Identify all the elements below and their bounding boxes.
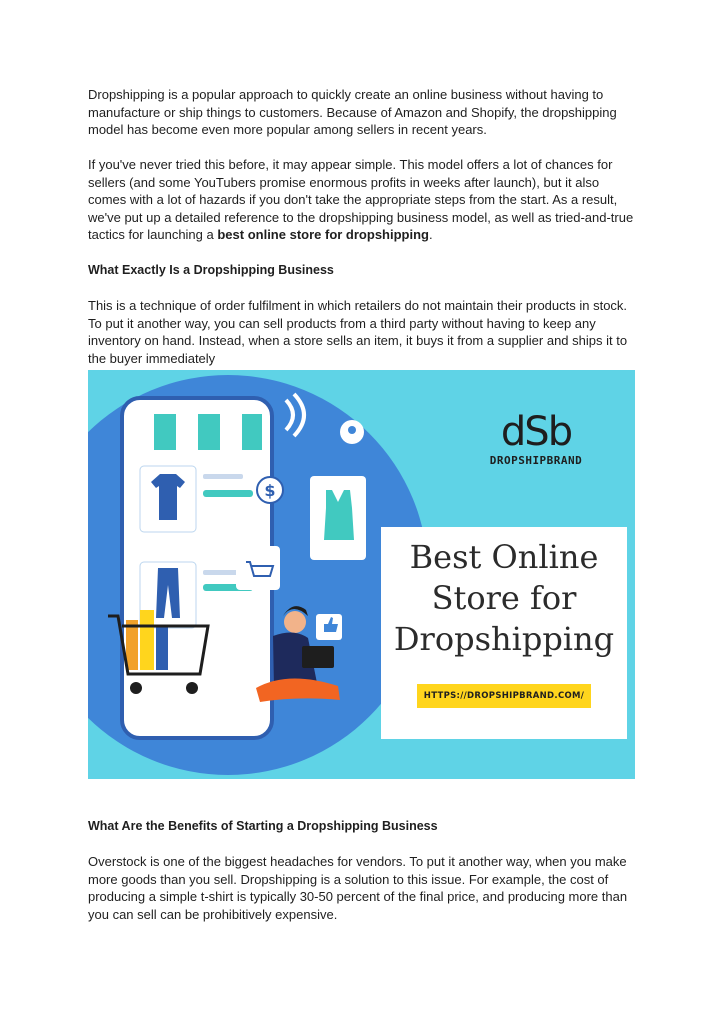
paragraph-overstock-text: Overstock is one of the biggest headaches for vendors. To put it another way, when you make more goods than you sell. Dropshipping is a solution to this issue. For example, the cost of producing a simple t-shirt is typically 30-50 percent of the final price, and producing more than you can sell can be prohibitively expensive. xyxy=(88,854,628,922)
banner-title xyxy=(381,537,627,660)
product-price-bar xyxy=(203,490,253,497)
paragraph-overstock xyxy=(88,853,636,923)
paragraph-hazards-end: . xyxy=(428,227,433,243)
banner-title-line-1: Best Online xyxy=(409,538,599,576)
best-online-store-link-text: best online store for dropshipping xyxy=(217,227,429,243)
paragraph-definition xyxy=(88,297,636,367)
product-title-bar xyxy=(203,474,243,479)
promo-banner-image xyxy=(88,370,635,779)
logo-name: DROPSHIPBRAND xyxy=(489,454,583,467)
banner-title-card xyxy=(381,527,627,739)
banner-title-line-2: Store for xyxy=(431,579,577,617)
paragraph-definition-text: This is a technique of order fulfilment in which retailers do not maintain their products in stock. To put it another way, you can sell products from a third party without having to keep any inventory on hand. Instead, when a store sells an item, it buys it from a supplier and ships it to the buyer immediately xyxy=(88,298,628,366)
paragraph-hazards xyxy=(88,156,636,244)
paragraph-intro xyxy=(88,86,636,139)
paragraph-hazards-body: If you've never tried this before, it may appear simple. This model offers a lot of chances for sellers (and some YouTubers promise enormous profits in weeks after launch), but it also comes with a lot of hazards if you don't take the appropriate steps from the start. As a result, we've put up a detailed reference to the dropshipping business model, as well as tried-and-true tactics for launching a xyxy=(88,157,634,243)
svg-text:$: $ xyxy=(264,481,276,500)
banner-title-line-3: Dropshipping xyxy=(393,620,615,658)
heading-what-is-dropshipping: What Exactly Is a Dropshipping Business xyxy=(88,263,334,277)
logo-mark: dSb xyxy=(500,409,572,455)
banner-url-badge: HTTPS://DROPSHIPBRAND.COM/ xyxy=(417,684,591,708)
dropshipbrand-logo xyxy=(476,410,596,480)
paragraph-hazards-text xyxy=(88,156,636,244)
paragraph-intro-text: Dropshipping is a popular approach to quickly create an online business without having to manufacture or ship things to customers. Because of Amazon and Shopify, the dropshipping model has become even more popular among sellers in recent years. xyxy=(88,87,617,138)
shop-awning-icon xyxy=(132,414,262,450)
heading-benefits: What Are the Benefits of Starting a Dropshipping Business xyxy=(88,819,438,833)
